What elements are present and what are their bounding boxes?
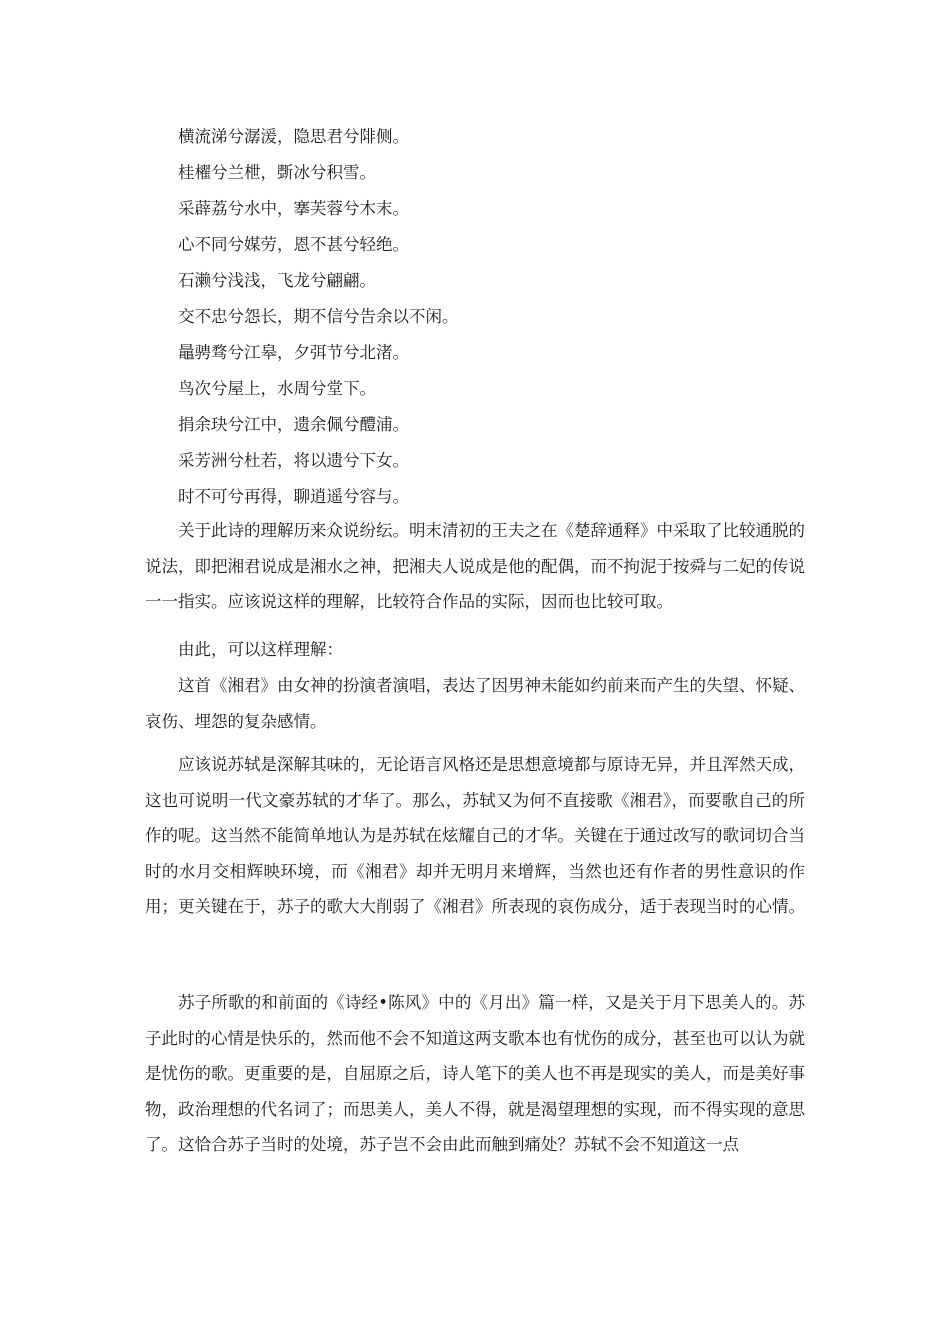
- verse-line: 捐余玦兮江中，遗余佩兮醴浦。: [178, 415, 409, 434]
- verse-line: 横流涕兮潺湲，隐思君兮陫侧。: [178, 127, 409, 146]
- body-paragraph: 由此，可以这样理解：: [178, 640, 343, 659]
- verse-line: 心不同兮媒劳，恩不甚兮轻绝。: [178, 235, 409, 254]
- body-paragraph: 苏子所歌的和前面的《诗经•陈风》中的《月出》篇一样，又是关于月下思美人的。苏子此时的心情是快乐的，然而他不会不知道这两支歌本也有忧伤的成分，甚至也可以认为就是忧伤的歌。更重要的是，自屈原之后，诗人笔下的美人也不再是现实的美人，而是美好事物，政治理想的代名词了；而思美人，美人不得，就是渴望理想的实现，而不得实现的意思了。这恰合苏子当时的处境，苏子岂不会由此而触到痛处？苏轼不会不知道这一点: [145, 993, 805, 1154]
- verse-line: 采薜荔兮水中，搴芙蓉兮木末。: [178, 199, 409, 218]
- verse-line: 鼂骋骛兮江皋，夕弭节兮北渚。: [178, 343, 409, 362]
- verse-line: 桂櫂兮兰枻，斲冰兮积雪。: [178, 163, 376, 182]
- verse-line: 采芳洲兮杜若，将以遗兮下女。: [178, 451, 409, 470]
- verse-line: 鸟次兮屋上，水周兮堂下。: [178, 379, 376, 398]
- verse-line: 时不可兮再得，聊逍遥兮容与。: [178, 487, 409, 506]
- verse-line: 石濑兮浅浅，飞龙兮翩翩。: [178, 271, 376, 290]
- body-paragraph: 关于此诗的理解历来众说纷纭。明末清初的王夫之在《楚辞通释》中采取了比较通脱的说法，即把湘君说成是湘水之神，把湘夫人说成是他的配偶，而不拘泥于按舜与二妃的传说一一指实。应该说这样的理解，比较符合作品的实际，因而也比较可取。: [145, 521, 805, 611]
- body-paragraph: 这首《湘君》由女神的扮演者演唱，表达了因男神未能如约前来而产生的失望、怀疑、哀伤、埋怨的复杂感情。: [145, 676, 805, 731]
- body-paragraph: 应该说苏轼是深解其味的，无论语言风格还是思想意境都与原诗无异，并且浑然天成，这也可说明一代文豪苏轼的才华了。那么，苏轼又为何不直接歌《湘君》，而要歌自己的所作的呢。这当然不能简单地认为是苏轼在炫耀自己的才华。关键在于通过改写的歌词切合当时的水月交相辉映环境，而《湘君》却并无明月来增辉，当然也还有作者的男性意识的作用；更关键在于，苏子的歌大大削弱了《湘君》所表现的哀伤成分，适于表现当时的心情。: [145, 755, 805, 916]
- verse-line: 交不忠兮怨长，期不信兮告余以不闲。: [178, 307, 459, 326]
